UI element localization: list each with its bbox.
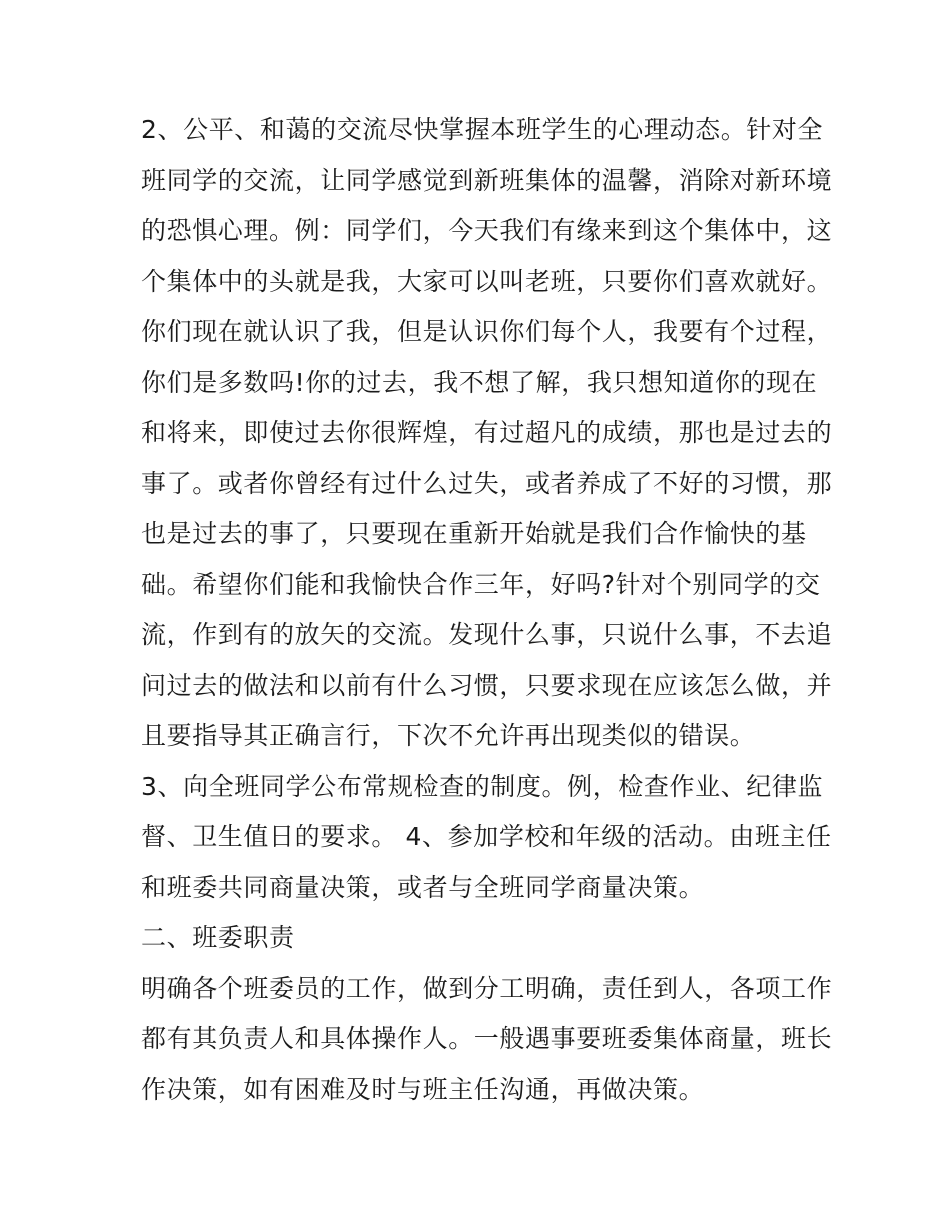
text-line: 事了。或者你曾经有过什么过失，或者养成了不好的习惯，那: [141, 468, 833, 498]
text-line: 流，作到有的放矢的交流。发现什么事，只说什么事，不去追: [141, 620, 833, 649]
text-line: 3、向全班同学公布常规检查的制度。例，检查作业、纪律监: [141, 771, 824, 801]
text-line: 督、卫生值日的要求。 4、参加学校和年级的活动。由班主任: [141, 822, 832, 851]
text-line: 班同学的交流，让同学感觉到新班集体的温馨，消除对新环境: [141, 165, 833, 195]
text-line: 你们现在就认识了我，但是认识你们每个人，我要有个过程，: [141, 317, 833, 346]
text-line: 个集体中的头就是我，大家可以叫老班，只要你们喜欢就好。: [141, 266, 833, 296]
text-line: 础。希望你们能和我愉快合作三年，好吗?针对个别同学的交: [141, 569, 821, 599]
text-line: 的恐惧心理。例：同学们，今天我们有缘来到这个集体中，这: [141, 216, 833, 245]
text-line: 明确各个班委员的工作，做到分工明确，责任到人，各项工作: [141, 973, 833, 1003]
section-heading: 二、班委职责: [141, 923, 295, 952]
text-line: 和将来，即使过去你很辉煌，有过超凡的成绩，那也是过去的: [141, 418, 833, 447]
text-line: 也是过去的事了，只要现在重新开始就是我们合作愉快的基: [141, 519, 807, 548]
text-line: 和班委共同商量决策，或者与全班同学商量决策。: [141, 872, 705, 902]
text-line: 你们是多数吗!你的过去，我不想了解，我只想知道你的现在: [141, 367, 818, 397]
text-line: 问过去的做法和以前有什么习惯，只要求现在应该怎么做，并: [141, 670, 833, 700]
document-body: [141, 105, 833, 1115]
text-line: 2、公平、和蔼的交流尽快掌握本班学生的心理动态。针对全: [141, 115, 824, 144]
text-line: 作决策，如有困难及时与班主任沟通，再做决策。: [141, 1074, 705, 1104]
text-line: 都有其负责人和具体操作人。一般遇事要班委集体商量，班长: [141, 1024, 833, 1053]
text-line: 且要指导其正确言行，下次不允许再出现类似的错误。: [141, 721, 756, 750]
